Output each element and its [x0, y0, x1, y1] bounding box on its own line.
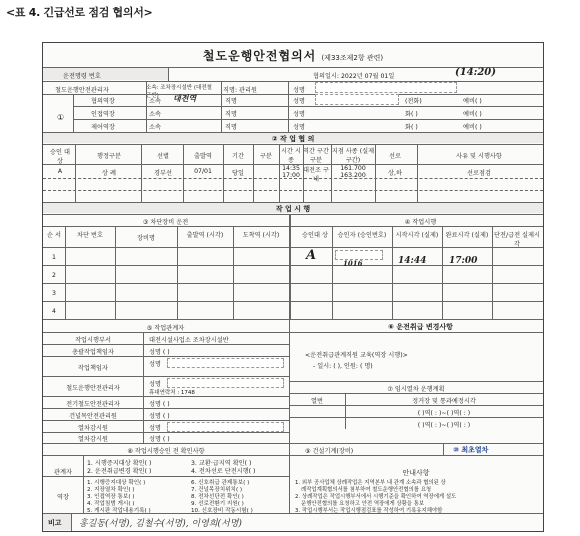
staff-label: 열차감시원	[78, 425, 108, 432]
divider	[43, 344, 289, 345]
section3-right-title: ④ 작업시행	[404, 219, 437, 226]
section2-title: ② 작 업 협 의	[271, 135, 315, 143]
notice-title: 안내사항	[402, 469, 430, 477]
staff-label: 열차감시원	[78, 436, 108, 443]
divider	[43, 226, 543, 227]
divider	[345, 393, 346, 429]
s2-cell: 상 례	[102, 170, 116, 177]
handwritten-start-time: 14:44	[398, 256, 427, 266]
divider	[289, 443, 290, 513]
section6-line2: - 일시: ( ), 인원: ( 명)	[313, 363, 373, 370]
party-extra: 예비( )	[463, 111, 482, 118]
divider	[71, 513, 72, 531]
party-name: 성명	[293, 124, 305, 131]
divider	[43, 81, 543, 82]
divider	[417, 144, 418, 202]
s2-col: 선로	[389, 153, 401, 160]
divider	[43, 190, 543, 191]
party-title: 직명	[225, 98, 237, 105]
divider	[375, 144, 376, 202]
party-tel: 화( )	[405, 111, 418, 118]
check-item: 9. 선로전환기 지원( )	[191, 501, 244, 507]
divider	[43, 455, 543, 456]
divider	[233, 226, 234, 319]
s2-col: 출발역	[194, 153, 212, 160]
redaction	[315, 94, 399, 105]
divider	[43, 94, 543, 95]
form-title-text: 철도운행안전협의서	[202, 49, 317, 63]
s2-col: 구분	[260, 153, 272, 160]
check-item: 4. 전차선로 단전시행( )	[191, 468, 256, 475]
divider	[43, 247, 543, 248]
notice-line: 운행안전협의를 요청하고 안전 역장에게 상황을 통보	[301, 501, 425, 507]
s4-col: 단전/급전 실제시각	[494, 232, 540, 248]
section6-line1: <운전취급관계직원 교육(역장 시행)>	[305, 352, 408, 359]
divider	[43, 178, 543, 179]
caption: <표 4. 긴급선로 점검 협의서>	[6, 6, 153, 19]
s2-cell: 당일	[232, 170, 244, 177]
divider	[289, 417, 543, 418]
manager-affiliation: 소속: 조차장시설반 (대전철근반)	[146, 85, 212, 99]
form-subtitle: (제33조제2항 관련)	[321, 54, 384, 62]
staff-value: 성명 ( )	[149, 349, 170, 356]
handwritten-end-time: 17:00	[449, 256, 478, 266]
section8-title: ⑧ 작업시행승인 전 확인사항	[127, 448, 205, 455]
divider	[73, 106, 543, 107]
check-item: 10. 신호장비 작동시험( )	[191, 508, 253, 514]
s3-col: 장비명	[137, 235, 155, 242]
divider	[392, 226, 393, 319]
check-item: 6. 신호취급 관제통보( )	[191, 480, 250, 486]
s2-cell: 14:35 17:00	[282, 165, 300, 179]
divider	[177, 226, 178, 319]
divider	[442, 226, 443, 319]
staff-value: 성명	[149, 425, 161, 432]
divider	[332, 226, 333, 319]
divider	[43, 332, 543, 333]
section3-title: 작 업 시 행	[275, 205, 311, 213]
divider	[289, 381, 543, 382]
section3-left-title: ③ 차단장비 운전	[142, 219, 189, 226]
divider	[223, 144, 224, 202]
staff-label: 총괄작업책임자	[72, 349, 114, 356]
s2-col: 지점 사종 (실제구간)	[331, 148, 375, 164]
s2-cell: 161.700 163.200	[340, 165, 366, 179]
safety-agreement-form	[42, 42, 544, 532]
manager-name-label: 성명	[293, 87, 305, 94]
s7-col: 정거장 및 통과예정시각	[412, 398, 476, 405]
redaction	[167, 422, 284, 432]
staff-value: 성명 ( )	[149, 413, 170, 420]
divider	[331, 144, 332, 202]
divider	[43, 301, 543, 302]
order-number-label: 운전명령 번호	[63, 73, 101, 80]
form-title	[43, 47, 543, 64]
divider	[43, 513, 543, 514]
section10-title: ⑩ 최초열차	[453, 446, 489, 454]
s3-row-num: 1	[52, 254, 56, 261]
divider	[43, 144, 543, 145]
s2-cell: 07/01	[194, 168, 212, 175]
divider	[43, 214, 543, 215]
section6-title: ⑥ 운전취급 변경사항	[388, 323, 453, 331]
circle-number-1: ①	[57, 113, 65, 122]
party-name: 성명	[293, 111, 305, 118]
party-tel: 화( )	[405, 124, 418, 131]
divider	[65, 226, 66, 319]
divider	[253, 144, 254, 202]
s4-col: 승인자 (승인번호)	[337, 232, 387, 239]
party-extra: 예비( )	[463, 124, 482, 131]
check-item: 4. 작업침범 게시( )	[87, 501, 135, 507]
party-role: 인접역장	[91, 111, 115, 118]
s2-col: 역간 구간 구분	[303, 148, 329, 164]
s4-col: 시작시각 (실제)	[395, 232, 439, 239]
divider	[43, 283, 543, 284]
s3-col: 차단 번호	[77, 232, 103, 239]
staff-label: 전기철도안전관리자	[66, 401, 120, 408]
s7-col: 열번	[311, 398, 323, 405]
divider	[168, 67, 169, 81]
check-item: 2. 지장열차 확인( )	[87, 487, 135, 493]
divider	[43, 476, 289, 477]
staff-value: 성명	[149, 361, 161, 368]
check-item: 8. 전차선단전 확인( )	[191, 494, 244, 500]
handwritten-approval-target: A	[306, 248, 317, 263]
divider	[75, 144, 76, 202]
manager-row-label: 철도운행안전관리자	[55, 87, 109, 94]
s3-col: 순 서	[47, 232, 61, 239]
s2-cell: 상,하	[388, 170, 402, 177]
notice-line: 2. 상례작업은 작업시행부서에서 시행기준을 확인하여 역장에게 설도	[295, 494, 457, 500]
s2-cell: A	[57, 168, 63, 175]
divider	[73, 119, 543, 120]
section7-title: ⑦ 임시열차 운행계획	[387, 386, 445, 393]
s3-row-num: 3	[52, 290, 56, 297]
section5-title: ⑤ 작업관계자	[146, 325, 185, 332]
party-affiliation: 소속	[149, 111, 161, 118]
staff-label: 작업책임자	[78, 365, 108, 372]
redaction	[167, 358, 284, 368]
notice-line: 1. 외부 공사업체 상례작업은 지역본부 내 관계 소속과 협의된 상	[295, 480, 446, 486]
party-role: 제어역장	[91, 124, 115, 131]
s2-col: 선별	[157, 153, 169, 160]
section9-title: ⑨ 건설기계(장비)	[305, 448, 354, 455]
s7-row: ( )역( : )~( )역( : )	[417, 410, 471, 417]
check-item: 1. 시행증지대상 확인( )	[87, 480, 146, 486]
s4-col: 승인대 상	[302, 232, 328, 239]
handwritten-time: (14:20)	[455, 67, 496, 78]
divider	[83, 455, 84, 513]
check-item: 1. 시행증지대상 확인( )	[87, 460, 152, 467]
check-group-label: 관계자	[54, 469, 72, 476]
staff-label: 철도운행안전관리자	[66, 385, 120, 392]
redaction	[315, 82, 457, 93]
party-title: 직명	[225, 124, 237, 131]
divider	[303, 144, 304, 202]
s2-cell: 대전조 구 내	[303, 167, 329, 183]
s2-col: 기간	[232, 153, 244, 160]
divider	[492, 226, 493, 319]
party-title: 직명	[225, 111, 237, 118]
manager-title: 직명: 관리원	[223, 87, 257, 94]
staff-label: 작업시행부서	[75, 337, 111, 344]
party-extra: 예비( )	[463, 98, 482, 105]
divider	[279, 144, 280, 202]
s3-row-num: 4	[52, 308, 56, 315]
party-affiliation: 소속	[149, 124, 161, 131]
divider	[183, 144, 184, 202]
check-item: 3. 인접역장 통보( )	[87, 494, 135, 500]
staff-value: 대전시설사업소 조차장시설반	[149, 337, 229, 344]
header-band	[43, 68, 168, 80]
divider	[43, 420, 289, 421]
divider	[115, 226, 116, 319]
s2-cell: 선로점검	[467, 170, 491, 177]
check-item: 3. 교환·급지역 확인( )	[191, 460, 252, 467]
s2-cell: 경부선	[154, 170, 172, 177]
staff-value: 성명 ( )	[149, 436, 170, 443]
s2-col: 시간 시종	[281, 148, 301, 164]
party-name: 성명	[293, 98, 305, 105]
divider	[43, 443, 543, 444]
party-role: 협의역장	[91, 98, 115, 105]
divider	[141, 144, 142, 202]
divider	[289, 393, 543, 394]
handwritten-approver: 1016	[343, 259, 363, 268]
s2-col: 승인 대상	[50, 149, 70, 165]
staff-label: 건널목안전관리원	[69, 413, 117, 420]
divider	[143, 332, 144, 443]
notice-line: 례작업계획협의서를 첨부하여 철도운행안전협의를 요청	[301, 487, 432, 493]
staff-value: 성명 ( )	[149, 401, 170, 408]
check-item: 7. 건널목장치위치( )	[191, 487, 243, 493]
party-affiliation: 소속	[149, 98, 161, 105]
s3-col: 출발역 (시각)	[186, 232, 224, 239]
divider	[443, 443, 444, 455]
agreement-datetime: 협의일시: 2022년 07월 01일	[313, 73, 395, 80]
divider	[43, 408, 289, 409]
handwritten-affiliation: 대전역	[173, 93, 197, 103]
divider	[43, 396, 289, 397]
redaction	[167, 378, 284, 388]
divider	[43, 356, 289, 357]
staff-value: 휴대연락처 : 1748	[149, 390, 195, 396]
divider	[289, 405, 543, 406]
s3-row-num: 2	[52, 272, 56, 279]
remarks-label: 비고	[48, 519, 62, 527]
divider	[73, 94, 74, 132]
s2-col: 사유 및 시행사항	[456, 153, 502, 160]
check-group-label: 역장	[57, 494, 69, 501]
check-item: 5. 게시판 작업내용기록( )	[87, 508, 151, 514]
divider	[43, 432, 289, 433]
divider	[43, 319, 543, 320]
staff-value: 성명	[149, 381, 161, 388]
party-tel: (전화)	[405, 98, 422, 105]
s3-col: 도착역 (시각)	[242, 232, 280, 239]
signatures: 홍길동(서명), 김철수(서명), 이영희(서명)	[79, 519, 242, 529]
divider	[289, 214, 291, 319]
divider	[43, 376, 289, 377]
check-item: 2. 운전취급변경 확인( )	[87, 468, 152, 475]
s2-col: 행정구분	[97, 153, 121, 160]
notice-line: 3. 작업시행부서는 작업시행점검표를 작성하여 기록유지해야함	[295, 508, 443, 514]
s7-row: ( )역( : )~( )역( : )	[417, 422, 471, 429]
s4-col: 완료시각 (실제)	[445, 232, 489, 239]
